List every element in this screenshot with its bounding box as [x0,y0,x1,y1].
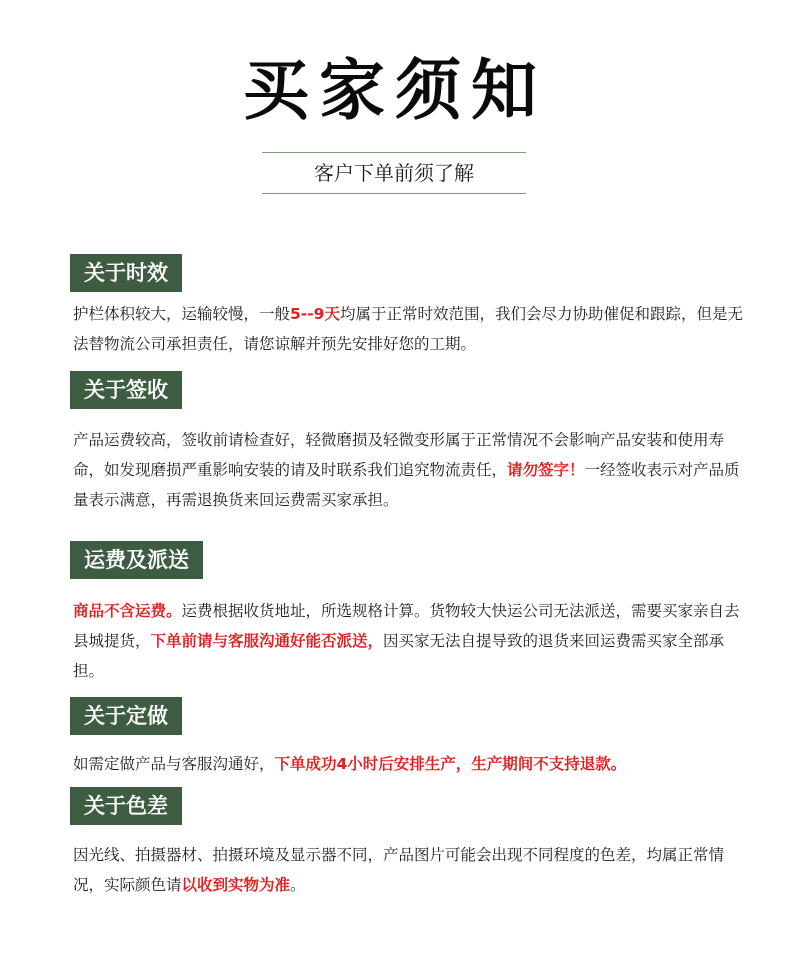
emphasis-text: 下单成功4小时后安排生产，生产期间不支持退款。 [274,755,627,773]
text-segment: 均属于正常时效范围，我们会尽力协助催促和跟踪，但是无法替物流公司承担责任，请您谅解并预先安排好您的工期。 [73,305,743,353]
section-heading-timeliness: 关于时效 [70,254,182,292]
section-heading-custom: 关于定做 [70,697,182,735]
page-subtitle: 客户下单前须了解 [262,152,526,194]
emphasis-text: 以收到实物为准 [181,876,291,894]
section-body-custom [73,749,753,779]
text-segment: 因光线、拍摄器材、拍摄环境及显示器不同，产品图片可能会出现不同程度的色差，均属正常情况，实际颜色请 [73,846,725,894]
emphasis-text: 5--9天 [290,305,340,323]
text-segment: 。 [290,876,306,894]
text-segment: 因买家无法自提导致的退货来回运费需买家全部承担。 [73,632,725,680]
emphasis-text: 下单前请与客服沟通好能否派送， [150,632,384,650]
section-heading-signing: 关于签收 [70,371,182,409]
page-title: 买家须知 [243,51,547,129]
emphasis-text: 商品不含运费。 [73,602,182,620]
text-segment: 运费根据收货地址，所选规格计算。货物较大快运公司无法派送，需要买家亲自去县城提货， [73,602,740,650]
text-segment: 护栏体积较大，运输较慢，一般 [73,305,291,323]
section-heading-color-difference: 关于色差 [70,787,182,825]
text-segment: 一经签收表示对产品质量表示满意，再需退换货来回运费需买家承担。 [73,461,740,509]
section-body-color-difference [73,840,753,900]
text-segment: 产品运费较高，签收前请检查好，轻微磨损及轻微变形属于正常情况不会影响产品安装和使用寿命，如发现磨损严重影响安装的请及时联系我们追究物流责任， [73,431,725,479]
section-body-shipping [73,596,753,686]
section-body-signing [73,425,753,515]
text-segment: 如需定做产品与客服沟通好， [73,755,275,773]
emphasis-text: 请勿签字！ [507,461,585,479]
section-heading-shipping: 运费及派送 [70,541,203,579]
section-body-timeliness [73,299,753,359]
